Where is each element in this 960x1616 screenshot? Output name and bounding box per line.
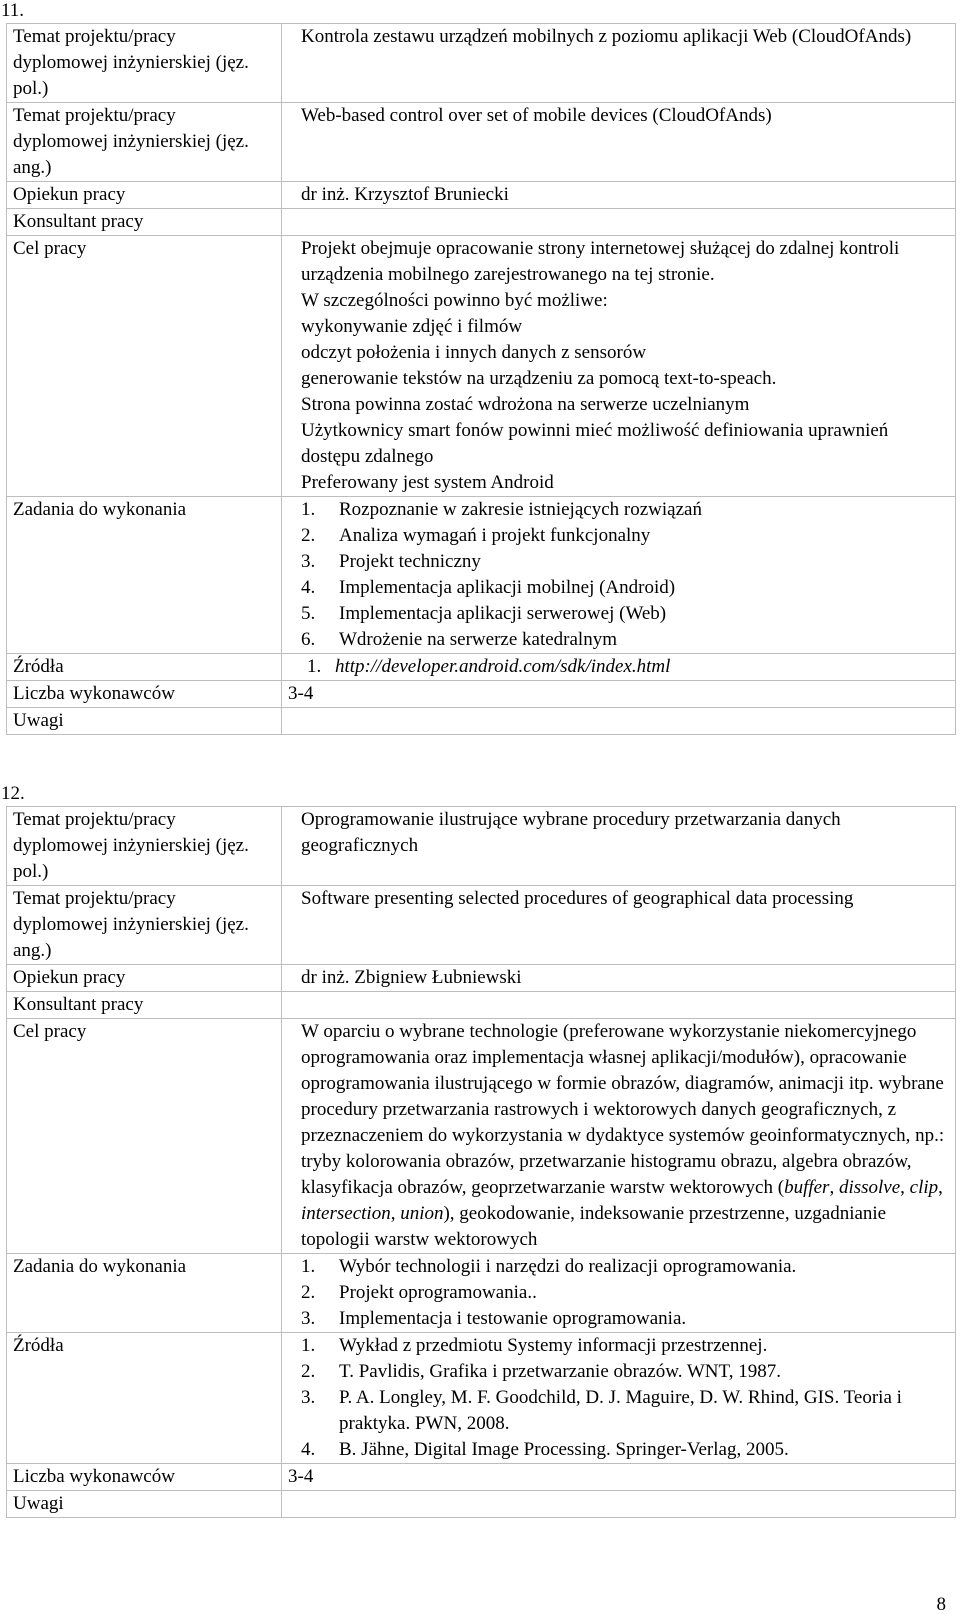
- goal-text: ,: [829, 1177, 839, 1198]
- label-goal: Cel pracy: [7, 236, 282, 497]
- goal-term: clip: [909, 1177, 939, 1198]
- list-item: [301, 523, 949, 549]
- item-text: Implementacja aplikacji serwerowej (Web): [339, 603, 667, 624]
- list-item: [301, 1385, 949, 1437]
- item-text: Implementacja aplikacji mobilnej (Android): [339, 577, 676, 598]
- row-consultant: [7, 209, 956, 236]
- row-notes: [7, 708, 956, 735]
- label-goal: Cel pracy: [7, 1019, 282, 1254]
- item-text: Implementacja i testowanie oprogramowania.: [339, 1308, 687, 1329]
- label-team: Liczba wykonawców: [7, 1464, 282, 1491]
- goal-line: Użytkownicy smart fonów powinni mieć możliwość definiowania uprawnień dostępu zdalnego: [301, 420, 889, 467]
- supervisor: dr inż. Zbigniew Łubniewski: [282, 965, 956, 992]
- supervisor: dr inż. Krzysztof Bruniecki: [282, 182, 956, 209]
- row-tasks: [7, 497, 956, 654]
- goal-line: wykonywanie zdjęć i filmów: [301, 316, 523, 337]
- row-goal: [7, 236, 956, 497]
- label-sources: Źródła: [7, 1333, 282, 1464]
- item-number: 3.: [301, 1387, 316, 1408]
- item-number: 2.: [301, 1282, 316, 1303]
- item-number: 5.: [301, 603, 316, 624]
- item-text: B. Jähne, Digital Image Processing. Springer-Verlag, 2005.: [339, 1439, 789, 1460]
- row-supervisor: [7, 182, 956, 209]
- goal-term: intersection: [301, 1203, 391, 1224]
- list-item: [301, 1280, 949, 1306]
- topic-pl: Kontrola zestawu urządzeń mobilnych z poziomu aplikacji Web (CloudOfAnds): [282, 24, 956, 103]
- label-supervisor: Opiekun pracy: [7, 182, 282, 209]
- item-text: Projekt oprogramowania..: [339, 1282, 537, 1303]
- list-item: [301, 549, 949, 575]
- list-item: [301, 1306, 949, 1332]
- goal-line: Strona powinna zostać wdrożona na serwerze uczelnianym: [301, 394, 750, 415]
- goal: [282, 1019, 956, 1254]
- row-consultant: [7, 992, 956, 1019]
- item-text: T. Pavlidis, Grafika i przetwarzanie obrazów. WNT, 1987.: [339, 1361, 781, 1382]
- label-topic-pl: Temat projektu/pracy dyplomowej inżynierskiej (jęz. pol.): [7, 24, 282, 103]
- list-item: [301, 1437, 949, 1463]
- row-topic-en: [7, 103, 956, 182]
- page-number: 8: [936, 1594, 946, 1615]
- goal-text: ,: [390, 1203, 401, 1224]
- source-link[interactable]: http://developer.android.com/sdk/index.html: [335, 656, 671, 677]
- item-number: 3.: [301, 551, 316, 572]
- goal-term: dissolve: [838, 1177, 901, 1198]
- label-consultant: Konsultant pracy: [7, 992, 282, 1019]
- tasks: [282, 1254, 956, 1333]
- consultant: [282, 209, 956, 236]
- item-number: 1.: [301, 1335, 316, 1356]
- goal-text: ,: [900, 1177, 910, 1198]
- row-tasks: [7, 1254, 956, 1333]
- project-table: [6, 23, 956, 735]
- sources-list: [301, 654, 949, 680]
- topic-pl: Oprogramowanie ilustrujące wybrane procedury przetwarzania danych geograficznych: [282, 807, 956, 886]
- item-number: 3.: [301, 1308, 316, 1329]
- label-supervisor: Opiekun pracy: [7, 965, 282, 992]
- row-topic-en: [7, 886, 956, 965]
- notes: [282, 708, 956, 735]
- team-size: 3-4: [282, 681, 956, 708]
- item-number: 1.: [307, 656, 322, 677]
- tasks-list: [301, 497, 949, 653]
- goal-term: buffer: [784, 1177, 830, 1198]
- item-number: 4.: [301, 1439, 316, 1460]
- team-size: 3-4: [282, 1464, 956, 1491]
- label-notes: Uwagi: [7, 708, 282, 735]
- list-item: [301, 1254, 949, 1280]
- item-text: Rozpoznanie w zakresie istniejących rozwiązań: [339, 499, 702, 520]
- item-text: P. A. Longley, M. F. Goodchild, D. J. Maguire, D. W. Rhind, GIS. Teoria i praktyka. PWN, 2008.: [339, 1387, 902, 1434]
- list-item: [301, 497, 949, 523]
- project-number: 11.: [1, 0, 25, 21]
- list-item: [301, 627, 949, 653]
- list-item: [301, 575, 949, 601]
- project-number: 12.: [1, 783, 25, 804]
- label-tasks: Zadania do wykonania: [7, 497, 282, 654]
- row-topic-pl: [7, 807, 956, 886]
- consultant: [282, 992, 956, 1019]
- list-item: [301, 1333, 949, 1359]
- label-team: Liczba wykonawców: [7, 681, 282, 708]
- label-topic-pl: Temat projektu/pracy dyplomowej inżynierskiej (jęz. pol.): [7, 807, 282, 886]
- goal-line: odczyt położenia i innych danych z sensorów: [301, 342, 647, 363]
- item-number: 6.: [301, 629, 316, 650]
- topic-en: Web-based control over set of mobile devices (CloudOfAnds): [282, 103, 956, 182]
- item-number: 1.: [301, 1256, 316, 1277]
- label-notes: Uwagi: [7, 1491, 282, 1518]
- goal-line: Preferowany jest system Android: [301, 472, 554, 493]
- goal-line: Projekt obejmuje opracowanie strony internetowej służącej do zdalnej kontroli urządzenia mobilnego zarejestrowanego na tej stronie.: [301, 238, 900, 285]
- row-team: [7, 1464, 956, 1491]
- sources: [282, 654, 956, 681]
- item-text: Wybór technologii i narzędzi do realizacji oprogramowania.: [339, 1256, 797, 1277]
- tasks: [282, 497, 956, 654]
- item-text: Analiza wymagań i projekt funkcjonalny: [339, 525, 651, 546]
- sources: [282, 1333, 956, 1464]
- row-notes: [7, 1491, 956, 1518]
- goal: [282, 236, 956, 497]
- sources-list: [301, 1333, 949, 1463]
- goal-term: union: [400, 1203, 444, 1224]
- label-topic-en: Temat projektu/pracy dyplomowej inżynierskiej (jęz. ang.): [7, 886, 282, 965]
- list-item: [301, 601, 949, 627]
- goal-text: ,: [938, 1177, 943, 1198]
- goal-line: generowanie tekstów na urządzeniu za pomocą text-to-speach.: [301, 368, 777, 389]
- goal-text: ), geokodowanie, indeksowanie przestrzenne, uzgadnianie topologii warstw wektorowych: [301, 1203, 887, 1250]
- item-number: 1.: [301, 499, 316, 520]
- item-number: 4.: [301, 577, 316, 598]
- label-sources: Źródła: [7, 654, 282, 681]
- row-topic-pl: [7, 24, 956, 103]
- row-supervisor: [7, 965, 956, 992]
- label-tasks: Zadania do wykonania: [7, 1254, 282, 1333]
- item-number: 2.: [301, 1361, 316, 1382]
- row-team: [7, 681, 956, 708]
- project-table: [6, 806, 956, 1518]
- label-consultant: Konsultant pracy: [7, 209, 282, 236]
- notes: [282, 1491, 956, 1518]
- tasks-list: [301, 1254, 949, 1332]
- row-sources: [7, 1333, 956, 1464]
- label-topic-en: Temat projektu/pracy dyplomowej inżynierskiej (jęz. ang.): [7, 103, 282, 182]
- item-number: 2.: [301, 525, 316, 546]
- list-item: [301, 654, 949, 680]
- item-text: Wykład z przedmiotu Systemy informacji przestrzennej.: [339, 1335, 768, 1356]
- goal-text: W oparciu o wybrane technologie (preferowane wykorzystanie niekomercyjnego oprogramowania oraz implementacja własnej aplikacji/modułów), opracowanie oprogramowania ilustrującego w formie obrazów, diagramów, animacji itp. wybrane procedury przetwarzania rastrowych i wektorowych danych geograficznych, z przeznaczeniem do wykorzystania w dydaktyce systemów geoinformatycznych, np.: tryby kolorowania obrazów, przetwarzanie histogramu obrazu, algebra obrazów, klasyfikacja obrazów, geoprzetwarzanie warstw wektorowych (: [301, 1021, 945, 1198]
- item-text: Wdrożenie na serwerze katedralnym: [339, 629, 617, 650]
- row-goal: [7, 1019, 956, 1254]
- topic-en: Software presenting selected procedures of geographical data processing: [282, 886, 956, 965]
- item-text: Projekt techniczny: [339, 551, 481, 572]
- goal-line: W szczególności powinno być możliwe:: [301, 290, 608, 311]
- row-sources: [7, 654, 956, 681]
- list-item: [301, 1359, 949, 1385]
